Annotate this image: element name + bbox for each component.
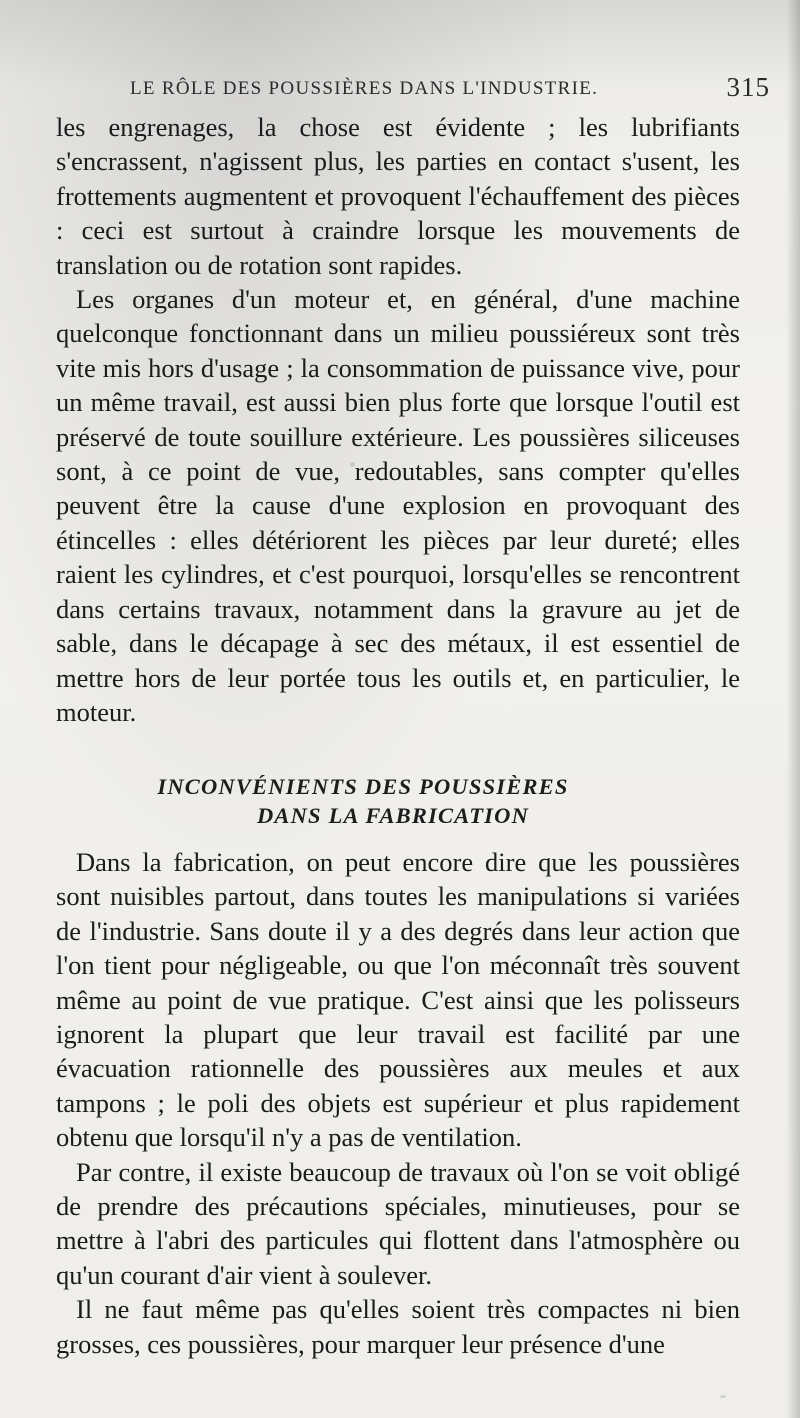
paragraph: Dans la fabrication, on peut encore dire que les poussières sont nuisibles partout, dans toutes les manipulations si variées de l'industrie. Sans doute il y a des degrés dans leur action que l'on tient pour négligeable, ou que l'on méconnaît très souvent même au point de vue pratique. C'est ainsi que les polisseurs ignorent la plupart que leur travail est facilité par une évacuation rationnelle des poussières aux meules et aux tampons ; le poli des objets est supérieur et plus rapidement obtenu que lorsqu'il n'y a pas de ventilation. [56, 847, 740, 1153]
paragraph-continued: les engrenages, la chose est évidente ; les lubrifiants s'encrassent, n'agissent plus, les parties en contact s'usent, les frottements augmentent et provoquent l'échauffement des pièces : ceci est surtout à craindre lorsque les mouvements de translation ou de rotation sont rapides. [56, 112, 740, 280]
paragraph-continues: Il ne faut même pas qu'elles soient très compactes ni bien grosses, ces poussières, pour marquer leur présence d'une [56, 1294, 740, 1359]
paper-speck [720, 1395, 726, 1398]
section-heading-line-1: INCONVÉNIENTS DES POUSSIÈRES [157, 774, 569, 799]
text-block-after-heading [56, 845, 740, 1361]
page-number: 315 [726, 72, 770, 102]
page-edge-shadow [786, 0, 800, 1418]
text-block-before-heading [56, 110, 740, 729]
section-heading [56, 772, 740, 830]
paragraph: Par contre, il existe beaucoup de travaux où l'on se voit obligé de prendre des précautions spéciales, minutieuses, pour se mettre à l'abri des particules qui flottent dans l'atmosphère ou qu'un courant d'air vient à soulever. [56, 1156, 740, 1290]
paper-speck [636, 368, 640, 372]
paper-speck [350, 462, 355, 467]
section-heading-line-2: DANS LA FABRICATION [256, 803, 530, 828]
running-head [130, 72, 770, 112]
paragraph: Les organes d'un moteur et, en général, d'une machine quelconque fonctionnant dans un milieu poussiéreux sont très vite mis hors d'usage ; la consommation de puissance vive, pour un même travail, est aussi bien plus forte que lorsque l'outil est préservé de toute souillure extérieure. Les poussières siliceuses sont, à ce point de vue, redoutables, sans compter qu'elles peuvent être la cause d'une explosion en provoquant des étincelles : elles détériorent les pièces par leur dureté; elles raient les cylindres, et c'est pourquoi, lorsqu'elles se rencontrent dans certains travaux, notamment dans la gravure au jet de sable, dans le décapage à sec des métaux, il est essentiel de mettre hors de leur portée tous les outils et, en particulier, le moteur. [56, 284, 740, 727]
running-title: LE RÔLE DES POUSSIÈRES DANS L'INDUSTRIE. [130, 78, 599, 99]
